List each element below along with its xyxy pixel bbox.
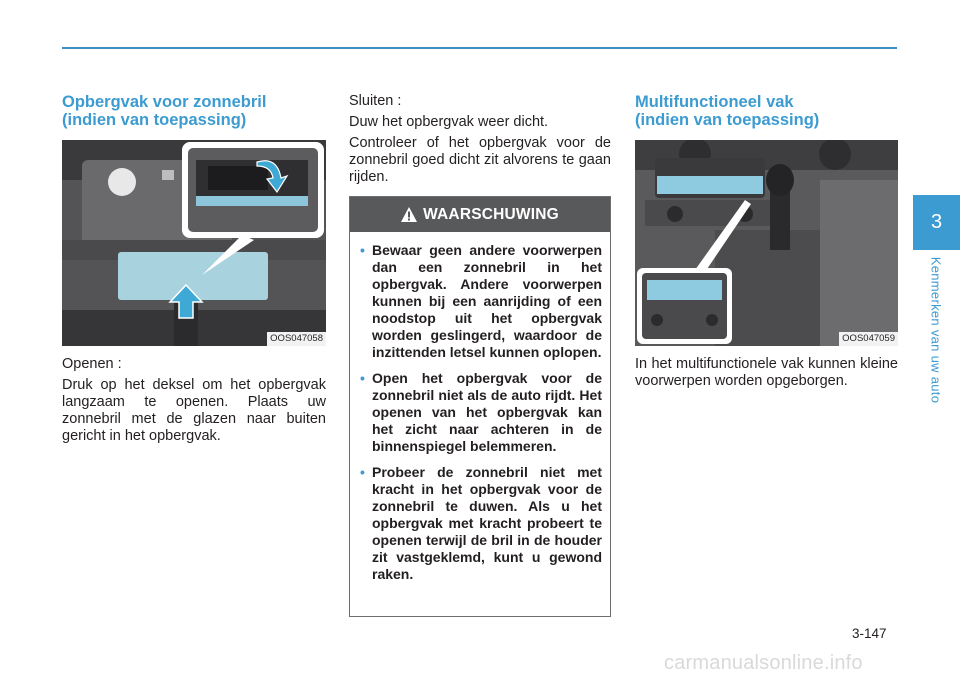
center-console-illustration [635, 140, 898, 346]
chapter-tab [913, 195, 960, 250]
warning-item: • Bewaar geen andere voorwerpen dan een zonnebril in het opbergvak. Andere voorwerpen kunnen bij een aanrijding of een noodstop uit het opbergvak worden geslingerd, waardoor de inzittenden letsel kunnen oplopen. [360, 242, 602, 360]
multifunction-text [635, 356, 898, 400]
warning-box [349, 196, 611, 617]
warning-item: • Open het opbergvak voor de zonnebril niet als de auto rijdt. Het openen van het opbergvak kan het zicht naar achteren in de binnenspiegel belemmeren. [360, 370, 602, 454]
sunglass-holder-illustration [62, 140, 326, 346]
warning-list [350, 232, 610, 583]
multifunction-compartment-heading [635, 93, 819, 129]
bullet-icon: • [360, 242, 365, 258]
sunglass-holder-heading [62, 93, 266, 129]
heading-line-1: Multifunctioneel vak [635, 93, 794, 111]
watermark: carmanualsonline.info [664, 652, 863, 674]
chapter-number: 3 [930, 211, 943, 233]
warning-triangle-icon [401, 207, 417, 222]
heading-line-2: (indien van toepassing) [635, 111, 820, 129]
figure-code: OOS047059 [839, 332, 898, 346]
top-rule [62, 47, 897, 49]
figure-code: OOS047058 [267, 332, 326, 346]
warning-item: • Probeer de zonnebril niet met kracht in het opbergvak voor de zonnebril te duwen. Als u het opbergvak met kracht probeert te openen terwijl de bril in de houder zit vastgeklemd, kunt u gewond raken. [360, 464, 602, 582]
multifunction-compartment [657, 176, 763, 194]
sunglass-holder-figure [62, 140, 326, 346]
close-text: Duw het opbergvak weer dicht. [349, 114, 549, 130]
warning-header [350, 197, 610, 232]
close-label: Sluiten : [349, 93, 402, 109]
open-text: Druk op het deksel om het opbergvak langzaam te openen. Plaats uw zonnebril met de glazen naar buiten gericht in het opbergvak. [62, 377, 326, 444]
warning-title: WAARSCHUWING [423, 205, 559, 223]
multifunction-compartment-figure [635, 140, 898, 346]
heading-line-1: Opbergvak voor zonnebril [62, 93, 267, 111]
close-instructions [349, 93, 611, 196]
open-label: Openen : [62, 356, 122, 372]
page-number: 3-147 [852, 626, 887, 641]
bullet-icon: • [360, 370, 365, 386]
bullet-icon: • [360, 464, 365, 480]
heading-line-2: (indien van toepassing) [62, 111, 247, 129]
multifunction-body: In het multifunctionele vak kunnen kleine voorwerpen worden opgeborgen. [635, 356, 898, 389]
open-instructions [62, 356, 326, 455]
check-text: Controleer of het opbergvak voor de zonnebril goed dicht zit alvorens te gaan rijden. [349, 135, 611, 185]
chapter-title: Kenmerken van uw auto [928, 256, 944, 404]
